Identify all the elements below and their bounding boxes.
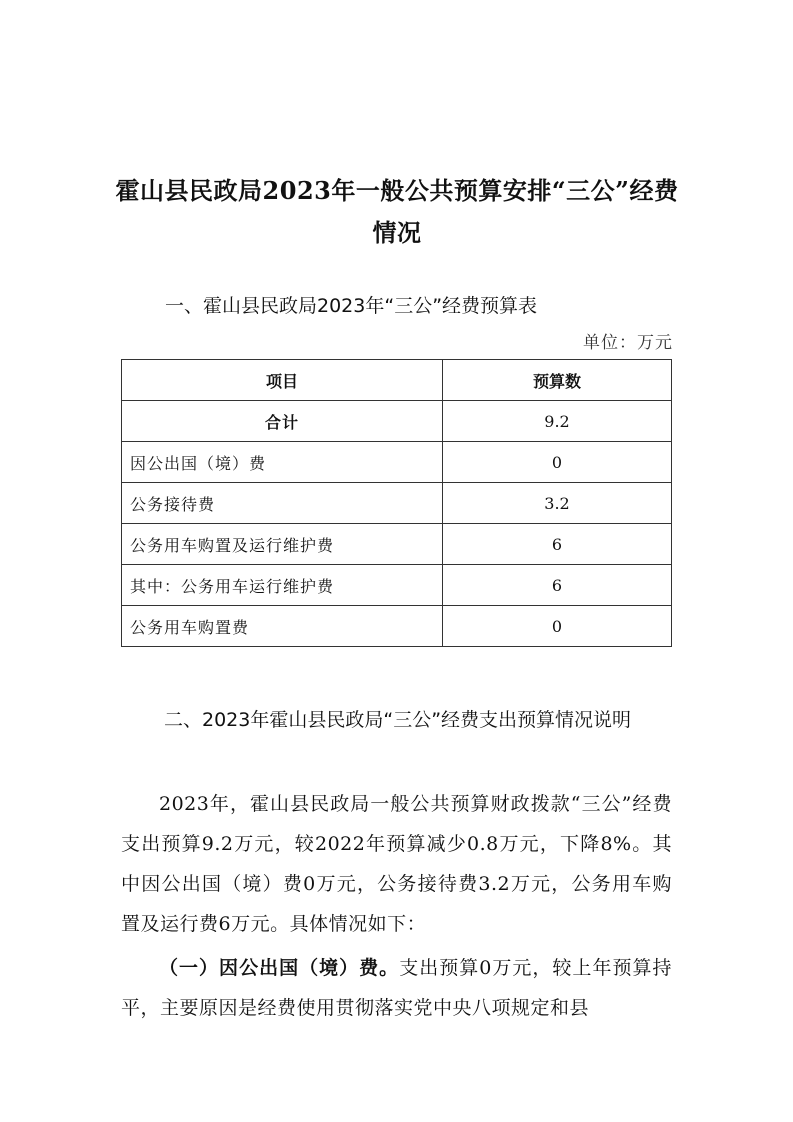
row-name: 其中：公务用车运行维护费 [122, 565, 443, 606]
row-name: 合计 [122, 401, 443, 442]
table-row [122, 606, 672, 647]
table-row [122, 524, 672, 565]
paragraph-summary: 2023年，霍山县民政局一般公共预算财政拨款“三公”经费支出预算9.2万元，较2022年预算减少0.8万元，下降8%。其中因公出国（境）费0万元，公务接待费3.2万元，公务用车购置及运行费6万元。具体情况如下： [121, 793, 672, 935]
unit-label: 单位：万元 [583, 333, 673, 353]
row-value: 0 [443, 606, 672, 647]
header-budget: 预算数 [443, 360, 672, 401]
section-1-heading: 一、霍山县民政局2023年“三公”经费预算表 [165, 295, 538, 317]
table-row [122, 565, 672, 606]
row-value: 3.2 [443, 483, 672, 524]
table-header-row [122, 360, 672, 401]
table-row [122, 483, 672, 524]
row-value: 0 [443, 442, 672, 483]
row-name: 公务接待费 [122, 483, 443, 524]
row-value: 9.2 [443, 401, 672, 442]
table-row-total [122, 401, 672, 442]
row-name: 公务用车购置及运行维护费 [122, 524, 443, 565]
header-item: 项目 [122, 360, 443, 401]
paragraph-lead: （一）因公出国（境）费。 [159, 957, 400, 979]
paragraph-overseas-travel [121, 948, 672, 1028]
row-value: 6 [443, 565, 672, 606]
row-name: 因公出国（境）费 [122, 442, 443, 483]
paragraph-body: 支出预算0万元，较上年预算持平，主要原因是经费使用贯彻落实党中央八项规定和县 [121, 957, 672, 1019]
row-value: 6 [443, 524, 672, 565]
row-name: 公务用车购置费 [122, 606, 443, 647]
section-2-heading: 二、2023年霍山县民政局“三公”经费支出预算情况说明 [164, 709, 632, 731]
document-title: 霍山县民政局2023年一般公共预算安排“三公”经费情况 [115, 176, 679, 247]
budget-table [121, 359, 672, 647]
table-row [122, 442, 672, 483]
